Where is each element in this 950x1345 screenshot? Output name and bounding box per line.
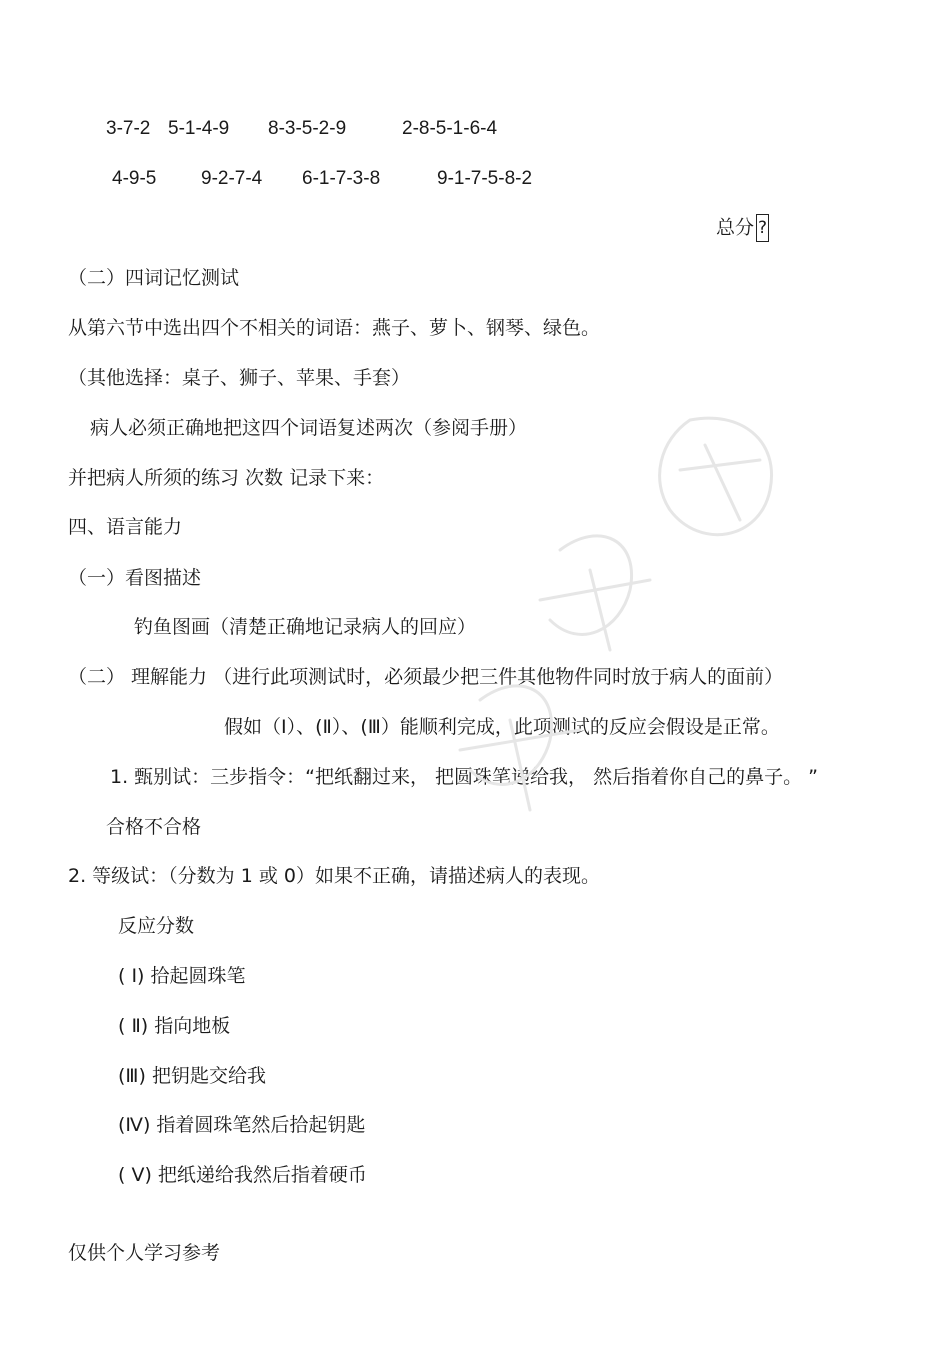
- paragraph: 合格不合格: [106, 816, 202, 838]
- section-heading: 四、语言能力: [68, 516, 183, 538]
- list-item: ( Ⅰ) 拾起圆珠笔: [118, 965, 246, 987]
- digit-sequence: 9-1-7-5-8-2: [437, 168, 533, 189]
- digit-sequence: 6-1-7-3-8: [302, 168, 381, 189]
- list-item: ( Ⅴ) 把纸递给我然后指着硬币: [118, 1164, 367, 1186]
- paragraph: 1. 甄别试：三步指令：“把纸翻过来， 把圆珠笔递给我， 然后指着你自己的鼻子。 ”: [110, 766, 818, 788]
- watermark: [440, 400, 820, 860]
- paragraph: 钓鱼图画（清楚正确地记录病人的回应）: [134, 616, 477, 638]
- total-score-box: ?: [756, 214, 769, 242]
- subsection-heading: （一）看图描述: [68, 567, 202, 589]
- paragraph: 假如（I）、(Ⅱ）、(Ⅲ）能顺利完成，此项测试的反应会假设是正常。: [224, 716, 780, 738]
- list-item: ( Ⅱ) 指向地板: [118, 1015, 231, 1037]
- digit-sequence: 8-3-5-2-9: [268, 118, 347, 139]
- paragraph: 反应分数: [118, 915, 195, 937]
- paragraph: 2. 等级试：（分数为 1 或 0）如果不正确，请描述病人的表现。: [68, 865, 600, 887]
- digit-sequence: 5-1-4-9: [168, 118, 230, 139]
- digit-sequence: 2-8-5-1-6-4: [402, 118, 498, 139]
- list-item: (Ⅳ) 指着圆珠笔然后拾起钥匙: [118, 1114, 366, 1136]
- digit-sequence: 3-7-2: [106, 118, 151, 139]
- total-score-label: 总分: [716, 216, 755, 239]
- digit-sequence: 9-2-7-4: [201, 168, 263, 189]
- total-score: [716, 214, 769, 242]
- list-item: (Ⅲ) 把钥匙交给我: [118, 1065, 266, 1087]
- subsection-heading: （二） 理解能力 （进行此项测试时，必须最少把三件其他物件同时放于病人的面前）: [68, 666, 784, 688]
- paragraph: 病人必须正确地把这四个词语复述两次（参阅手册）: [90, 417, 528, 439]
- digit-sequence: 4-9-5: [112, 168, 157, 189]
- paragraph: 从第六节中选出四个不相关的词语：燕子、萝卜、钢琴、绿色。: [68, 317, 601, 339]
- paragraph: （其他选择：桌子、狮子、苹果、手套）: [68, 367, 411, 389]
- section-heading: （二）四词记忆测试: [68, 267, 240, 289]
- footer-note: 仅供个人学习参考: [68, 1242, 221, 1264]
- paragraph: 并把病人所须的练习 次数 记录下来：: [68, 467, 385, 489]
